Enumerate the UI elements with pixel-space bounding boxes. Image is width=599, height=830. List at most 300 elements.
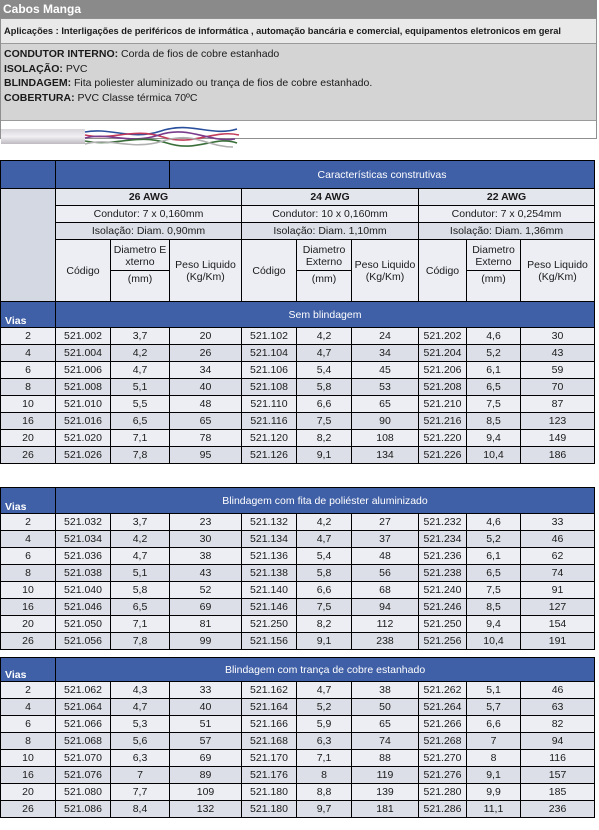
vias-cell: 8 — [1, 565, 56, 582]
vias-cell: 6 — [1, 548, 56, 565]
table-cell: 7,1 — [111, 430, 170, 447]
table-cell: 5,4 — [297, 362, 352, 379]
table-cell: 521.138 — [242, 565, 297, 582]
condutor-22: Condutor: 7 x 0,254mm — [419, 206, 595, 223]
table-cell: 521.034 — [56, 531, 111, 548]
table-cell: 149 — [521, 430, 595, 447]
table-cell: 7,8 — [111, 447, 170, 464]
col-codigo-26: Código — [56, 240, 111, 302]
table-cell: 43 — [521, 345, 595, 362]
table-cell: 6,3 — [297, 733, 352, 750]
table-cell: 5,2 — [467, 345, 521, 362]
table-cell: 4,2 — [297, 514, 352, 531]
table-cell: 116 — [521, 750, 595, 767]
table-cell: 5,8 — [297, 565, 352, 582]
applications-text: Aplicações : Interligações de periféricos de informática , automação bancária e comercial, equipamentos eletronicos em geral — [1, 19, 596, 43]
table-cell: 4,3 — [111, 682, 170, 699]
vias-cell: 4 — [1, 699, 56, 716]
table-cell: 3,7 — [111, 514, 170, 531]
table-cell: 9,4 — [467, 430, 521, 447]
table-cell: 7,8 — [111, 633, 170, 650]
table-cell: 521.236 — [419, 548, 467, 565]
table-cell: 6,6 — [467, 716, 521, 733]
table-cell: 38 — [352, 682, 419, 699]
vias-cell: 16 — [1, 413, 56, 430]
table-cell: 521.126 — [242, 447, 297, 464]
table-cell: 10,4 — [467, 447, 521, 464]
vias-cell: 10 — [1, 582, 56, 599]
table-cell: 119 — [352, 767, 419, 784]
table-row — [1, 328, 595, 345]
table-cell: 46 — [521, 531, 595, 548]
table-cell: 108 — [352, 430, 419, 447]
table-cell: 5,6 — [111, 733, 170, 750]
table-cell: 5,2 — [467, 531, 521, 548]
table-cell: 6,1 — [467, 548, 521, 565]
vias-cell: 20 — [1, 430, 56, 447]
table-cell: 5,1 — [111, 379, 170, 396]
table-cell: 521.076 — [56, 767, 111, 784]
table-cell: 6,5 — [467, 565, 521, 582]
table-cell: 65 — [352, 396, 419, 413]
table-cell: 6,5 — [111, 599, 170, 616]
table-cell: 90 — [352, 413, 419, 430]
vias-cell: 4 — [1, 531, 56, 548]
table-cell: 521.216 — [419, 413, 467, 430]
table-cell: 123 — [521, 413, 595, 430]
table-cell: 40 — [170, 379, 242, 396]
vias-cell: 16 — [1, 599, 56, 616]
table-cell: 59 — [521, 362, 595, 379]
table-cell: 6,3 — [111, 750, 170, 767]
vias-cell: 6 — [1, 716, 56, 733]
condutor-26: Condutor: 7 x 0,160mm — [56, 206, 242, 223]
cable-photo — [1, 123, 241, 153]
table-cell: 521.080 — [56, 784, 111, 801]
table-cell: 521.026 — [56, 447, 111, 464]
table-cell: 38 — [170, 548, 242, 565]
vias-cell: 2 — [1, 514, 56, 531]
header-blank — [1, 161, 56, 189]
table-cell: 521.016 — [56, 413, 111, 430]
table-cell: 521.146 — [242, 599, 297, 616]
table-cell: 9,9 — [467, 784, 521, 801]
table-cell: 521.132 — [242, 514, 297, 531]
table-row — [1, 345, 595, 362]
table-cell: 521.162 — [242, 682, 297, 699]
table-cell: 521.286 — [419, 801, 467, 818]
table-cell: 8,4 — [111, 801, 170, 818]
table-cell: 88 — [352, 750, 419, 767]
table-cell: 521.264 — [419, 699, 467, 716]
table-cell: 521.166 — [242, 716, 297, 733]
table-cell: 52 — [170, 582, 242, 599]
table-cell: 81 — [170, 616, 242, 633]
spec-condutor: CONDUTOR INTERNO: Corda de fios de cobre estanhado — [4, 48, 280, 60]
table-row — [1, 430, 595, 447]
vias-cell: 26 — [1, 633, 56, 650]
table-cell: 26 — [170, 345, 242, 362]
section-table-fita — [0, 487, 595, 650]
table-cell: 9,1 — [467, 767, 521, 784]
spec-blindagem: BLINDAGEM: Fita poliester aluminizado ou trança de fios de cobre estanhado. — [4, 77, 373, 90]
table-cell: 7,5 — [297, 599, 352, 616]
col-codigo-22: Código — [419, 240, 467, 302]
table-cell: 10,4 — [467, 633, 521, 650]
vias-cell: 20 — [1, 616, 56, 633]
table-row — [1, 716, 595, 733]
condutor-24: Condutor: 10 x 0,160mm — [242, 206, 419, 223]
table-cell: 521.116 — [242, 413, 297, 430]
table-cell: 521.056 — [56, 633, 111, 650]
table-row — [1, 514, 595, 531]
table-cell: 8,5 — [467, 413, 521, 430]
table-cell: 34 — [170, 362, 242, 379]
table-cell: 4,7 — [297, 682, 352, 699]
section-table-tranca — [0, 657, 595, 818]
table-cell: 50 — [352, 699, 419, 716]
table-cell: 5,3 — [111, 716, 170, 733]
table-cell: 181 — [352, 801, 419, 818]
vias-cell: 8 — [1, 733, 56, 750]
vias-cell: 4 — [1, 345, 56, 362]
table-cell: 7,5 — [297, 413, 352, 430]
table-cell: 521.006 — [56, 362, 111, 379]
table-cell: 9,1 — [297, 633, 352, 650]
table-cell: 132 — [170, 801, 242, 818]
vias-cell: 16 — [1, 767, 56, 784]
table-cell: 521.106 — [242, 362, 297, 379]
table-row — [1, 699, 595, 716]
table-cell: 9,1 — [297, 447, 352, 464]
table-cell: 7,1 — [297, 750, 352, 767]
table-cell: 6,5 — [467, 379, 521, 396]
awg-26: 26 AWG — [56, 189, 242, 206]
table-cell: 57 — [170, 733, 242, 750]
table-cell: 521.050 — [56, 616, 111, 633]
table-cell: 8 — [467, 750, 521, 767]
table-cell: 4,2 — [111, 531, 170, 548]
table-cell: 46 — [521, 682, 595, 699]
table-cell: 185 — [521, 784, 595, 801]
table-cell: 154 — [521, 616, 595, 633]
table-cell: 521.240 — [419, 582, 467, 599]
table-cell: 521.202 — [419, 328, 467, 345]
table-cell: 521.066 — [56, 716, 111, 733]
table-cell: 186 — [521, 447, 595, 464]
table-cell: 89 — [170, 767, 242, 784]
table-cell: 521.070 — [56, 750, 111, 767]
product-info-box — [0, 18, 597, 139]
table-cell: 4,7 — [111, 548, 170, 565]
col-diametro-22: Diametro Externo (mm) — [467, 240, 521, 302]
awg-22: 22 AWG — [419, 189, 595, 206]
product-title: Cabos Manga — [0, 0, 597, 18]
table-cell: 5,7 — [467, 699, 521, 716]
table-row — [1, 379, 595, 396]
table-cell: 521.226 — [419, 447, 467, 464]
vias-cell: 26 — [1, 447, 56, 464]
table-cell: 8,2 — [297, 616, 352, 633]
table-cell: 6,1 — [467, 362, 521, 379]
table-cell: 127 — [521, 599, 595, 616]
table-cell: 65 — [352, 716, 419, 733]
table-cell: 521.280 — [419, 784, 467, 801]
table-cell: 521.168 — [242, 733, 297, 750]
section-title: Sem blindagem — [56, 302, 595, 328]
table-cell: 521.256 — [419, 633, 467, 650]
table-cell: 4,6 — [467, 514, 521, 531]
cable-twisted-wires — [85, 128, 239, 147]
table-cell: 112 — [352, 616, 419, 633]
table-row — [1, 801, 595, 818]
table-cell: 48 — [170, 396, 242, 413]
table-cell: 37 — [352, 531, 419, 548]
table-cell: 33 — [521, 514, 595, 531]
table-cell: 27 — [352, 514, 419, 531]
table-cell: 8,5 — [467, 599, 521, 616]
vias-cell: 20 — [1, 784, 56, 801]
vias-cell: 6 — [1, 362, 56, 379]
table-cell: 34 — [352, 345, 419, 362]
table-cell: 521.170 — [242, 750, 297, 767]
table-cell: 74 — [521, 565, 595, 582]
table-cell: 51 — [170, 716, 242, 733]
col-diametro-24: Diametro Externo (mm) — [297, 240, 352, 302]
table-cell: 69 — [170, 599, 242, 616]
table-row — [1, 682, 595, 699]
table-cell: 53 — [352, 379, 419, 396]
table-cell: 521.180 — [242, 784, 297, 801]
table-cell: 8,2 — [297, 430, 352, 447]
table-cell: 521.108 — [242, 379, 297, 396]
table-cell: 238 — [352, 633, 419, 650]
table-cell: 4,7 — [297, 531, 352, 548]
table-title: Características construtivas — [170, 161, 595, 189]
col-peso-24: Peso Liquido (Kg/Km) — [352, 240, 419, 302]
table-cell: 521.206 — [419, 362, 467, 379]
vias-cell: 2 — [1, 682, 56, 699]
table-cell: 68 — [352, 582, 419, 599]
table-cell: 109 — [170, 784, 242, 801]
table-cell: 521.110 — [242, 396, 297, 413]
table-cell: 69 — [170, 750, 242, 767]
table-cell: 521.262 — [419, 682, 467, 699]
table-cell: 5,2 — [297, 699, 352, 716]
characteristics-table — [0, 160, 595, 464]
table-cell: 521.068 — [56, 733, 111, 750]
table-cell: 521.180 — [242, 801, 297, 818]
table-cell: 5,8 — [111, 582, 170, 599]
table-cell: 521.140 — [242, 582, 297, 599]
table-row — [1, 362, 595, 379]
table-cell: 65 — [170, 413, 242, 430]
table-cell: 7,1 — [111, 616, 170, 633]
table-row — [1, 733, 595, 750]
table-cell: 23 — [170, 514, 242, 531]
isolacao-22: Isolação: Diam. 1,36mm — [419, 223, 595, 240]
table-cell: 5,4 — [297, 548, 352, 565]
table-cell: 5,1 — [111, 565, 170, 582]
table-cell: 191 — [521, 633, 595, 650]
cable-jacket — [1, 129, 85, 144]
table-cell: 7 — [111, 767, 170, 784]
table-cell: 7,5 — [467, 396, 521, 413]
isolacao-24: Isolação: Diam. 1,10mm — [242, 223, 419, 240]
table-cell: 521.134 — [242, 531, 297, 548]
table-cell: 521.008 — [56, 379, 111, 396]
table-cell: 43 — [170, 565, 242, 582]
vias-cell: 8 — [1, 379, 56, 396]
table-cell: 9,7 — [297, 801, 352, 818]
table-cell: 4,2 — [297, 328, 352, 345]
table-cell: 30 — [521, 328, 595, 345]
table-cell: 521.204 — [419, 345, 467, 362]
table-cell: 521.238 — [419, 565, 467, 582]
table-cell: 521.232 — [419, 514, 467, 531]
table-row — [1, 447, 595, 464]
table-cell: 5,8 — [297, 379, 352, 396]
table-cell: 521.234 — [419, 531, 467, 548]
table-cell: 5,5 — [111, 396, 170, 413]
table-cell: 521.104 — [242, 345, 297, 362]
table-cell: 4,7 — [111, 362, 170, 379]
table-cell: 3,7 — [111, 328, 170, 345]
table-cell: 30 — [170, 531, 242, 548]
col-codigo-24: Código — [242, 240, 297, 302]
table-cell: 91 — [521, 582, 595, 599]
table-cell: 6,5 — [111, 413, 170, 430]
col-diametro-26: Diametro E xterno (mm) — [111, 240, 170, 302]
table-row — [1, 616, 595, 633]
vias-cell: 2 — [1, 328, 56, 345]
table-cell: 48 — [352, 548, 419, 565]
table-row — [1, 750, 595, 767]
table-row — [1, 413, 595, 430]
table-cell: 45 — [352, 362, 419, 379]
table-cell: 521.062 — [56, 682, 111, 699]
vias-label: Vias — [1, 488, 56, 514]
table-cell: 4,7 — [297, 345, 352, 362]
vias-cell: 26 — [1, 801, 56, 818]
table-cell: 521.136 — [242, 548, 297, 565]
table-cell: 94 — [352, 599, 419, 616]
table-cell: 56 — [352, 565, 419, 582]
vias-cell: 10 — [1, 396, 56, 413]
table-cell: 521.250 — [242, 616, 297, 633]
vias-label: Vias — [1, 658, 56, 682]
table-cell: 521.164 — [242, 699, 297, 716]
table-cell: 6,6 — [297, 582, 352, 599]
table-cell: 7 — [467, 733, 521, 750]
table-cell: 87 — [521, 396, 595, 413]
table-cell: 8 — [297, 767, 352, 784]
col-peso-22: Peso Liquido (Kg/Km) — [521, 240, 595, 302]
isolacao-26: Isolação: Diam. 0,90mm — [56, 223, 242, 240]
table-cell: 4,7 — [111, 699, 170, 716]
table-row — [1, 565, 595, 582]
table-cell: 521.276 — [419, 767, 467, 784]
table-row — [1, 396, 595, 413]
table-cell: 521.156 — [242, 633, 297, 650]
table-row — [1, 531, 595, 548]
table-row — [1, 633, 595, 650]
table-cell: 6,6 — [297, 396, 352, 413]
table-cell: 78 — [170, 430, 242, 447]
table-cell: 521.176 — [242, 767, 297, 784]
table-cell: 521.020 — [56, 430, 111, 447]
table-cell: 521.266 — [419, 716, 467, 733]
table-cell: 157 — [521, 767, 595, 784]
table-cell: 521.040 — [56, 582, 111, 599]
table-row — [1, 767, 595, 784]
vias-label: Vias — [1, 302, 56, 328]
table-row — [1, 548, 595, 565]
table-cell: 521.032 — [56, 514, 111, 531]
table-cell: 7,7 — [111, 784, 170, 801]
table-cell: 521.046 — [56, 599, 111, 616]
table-cell: 4,2 — [111, 345, 170, 362]
table-cell: 521.120 — [242, 430, 297, 447]
table-cell: 70 — [521, 379, 595, 396]
table-cell: 74 — [352, 733, 419, 750]
table-cell: 33 — [170, 682, 242, 699]
table-cell: 8,8 — [297, 784, 352, 801]
table-cell: 94 — [521, 733, 595, 750]
table-cell: 521.064 — [56, 699, 111, 716]
table-cell: 521.208 — [419, 379, 467, 396]
vias-cell: 10 — [1, 750, 56, 767]
table-cell: 11,1 — [467, 801, 521, 818]
table-cell: 521.086 — [56, 801, 111, 818]
table-cell: 5,1 — [467, 682, 521, 699]
table-cell: 521.102 — [242, 328, 297, 345]
table-cell: 521.246 — [419, 599, 467, 616]
spec-cobertura: COBERTURA: PVC Classe térmica 70ºC — [4, 91, 198, 104]
table-cell: 9,4 — [467, 616, 521, 633]
table-row — [1, 582, 595, 599]
table-cell: 521.270 — [419, 750, 467, 767]
table-cell: 40 — [170, 699, 242, 716]
table-cell: 134 — [352, 447, 419, 464]
table-row — [1, 784, 595, 801]
col-peso-26: Peso Liquido (Kg/Km) — [170, 240, 242, 302]
section-title: Blindagem com fita de poliéster aluminizado — [56, 488, 595, 514]
table-cell: 521.210 — [419, 396, 467, 413]
awg-24: 24 AWG — [242, 189, 419, 206]
table-cell: 82 — [521, 716, 595, 733]
specifications-list — [1, 43, 596, 121]
table-cell: 521.036 — [56, 548, 111, 565]
table-cell: 521.002 — [56, 328, 111, 345]
table-cell: 95 — [170, 447, 242, 464]
table-cell: 63 — [521, 699, 595, 716]
table-cell: 521.004 — [56, 345, 111, 362]
table-cell: 24 — [352, 328, 419, 345]
table-cell: 521.220 — [419, 430, 467, 447]
table-cell: 521.010 — [56, 396, 111, 413]
table-cell: 62 — [521, 548, 595, 565]
table-cell: 4,6 — [467, 328, 521, 345]
table-cell: 7,5 — [467, 582, 521, 599]
table-row — [1, 599, 595, 616]
table-cell: 521.250 — [419, 616, 467, 633]
table-cell: 20 — [170, 328, 242, 345]
table-cell: 521.268 — [419, 733, 467, 750]
table-cell: 5,9 — [297, 716, 352, 733]
table-cell: 99 — [170, 633, 242, 650]
table-cell: 521.038 — [56, 565, 111, 582]
